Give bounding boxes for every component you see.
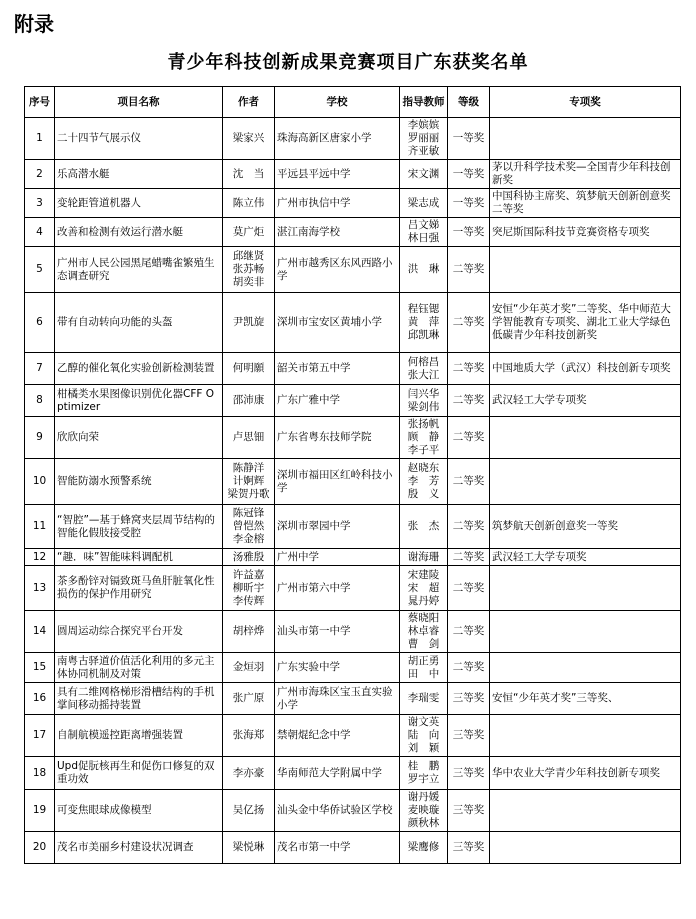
project-name-cell: 改善和检测有效运行潜水艇 [55,218,223,247]
author-cell: 许益嘉 柳昕宇 李传辉 [223,566,275,611]
table-row [25,218,681,247]
special-award-cell: 筑梦航天创新创意奖一等奖 [490,505,681,549]
table-row [25,549,681,566]
teacher-cell: 桂 鹏 罗宇立 [400,757,448,790]
project-name-cell: 南粤古驿道价值活化利用的多元主体协同机制及对策 [55,653,223,683]
table-row [25,385,681,417]
special-award-cell [490,118,681,160]
award-level-cell: 二等奖 [448,611,490,653]
project-name-cell: 智能防溺水预警系统 [55,459,223,505]
index-cell: 1 [25,118,55,160]
school-cell: 禁朝焜纪念中学 [275,715,400,757]
author-cell: 陈静洋 计婀辉 梁贺丹歌 [223,459,275,505]
award-level-cell: 三等奖 [448,715,490,757]
author-cell: 邱继贤 张苏畅 胡奕非 [223,247,275,293]
index-cell: 3 [25,189,55,218]
author-cell: 金烜羽 [223,653,275,683]
award-level-cell: 一等奖 [448,160,490,189]
award-level-cell: 三等奖 [448,832,490,864]
teacher-cell: 胡正勇 田 中 [400,653,448,683]
project-name-cell: 可变焦眼球成像模型 [55,790,223,832]
table-row [25,653,681,683]
teacher-cell: 蔡晓阳 林卓睿 曹 剑 [400,611,448,653]
special-award-cell [490,790,681,832]
author-cell: 卢思钿 [223,417,275,459]
author-cell: 陈立伟 [223,189,275,218]
teacher-cell: 何榕昌 张大江 [400,353,448,385]
teacher-cell: 李嫔嫔 罗丽丽 齐亚敏 [400,118,448,160]
index-cell: 7 [25,353,55,385]
index-cell: 8 [25,385,55,417]
special-award-cell [490,715,681,757]
awards-table [24,86,681,864]
project-name-cell: “趣．味”智能味料调配机 [55,549,223,566]
teacher-cell: 吕文娣 林日强 [400,218,448,247]
award-level-cell: 三等奖 [448,790,490,832]
award-level-cell: 一等奖 [448,218,490,247]
teacher-cell: 闫兴华 梁剑伟 [400,385,448,417]
header-index: 序号 [25,87,55,118]
table-row [25,189,681,218]
author-cell: 沈 当 [223,160,275,189]
school-cell: 平远县平远中学 [275,160,400,189]
teacher-cell: 谢文英 陆 向 刘 颖 [400,715,448,757]
author-cell: 梁悦琳 [223,832,275,864]
special-award-cell: 中国地质大学（武汉）科技创新专项奖 [490,353,681,385]
award-level-cell: 二等奖 [448,293,490,353]
header-author: 作者 [223,87,275,118]
school-cell: 深圳市宝安区黄埔小学 [275,293,400,353]
school-cell: 韶关市第五中学 [275,353,400,385]
index-cell: 12 [25,549,55,566]
index-cell: 11 [25,505,55,549]
school-cell: 广东实验中学 [275,653,400,683]
special-award-cell: 安恒“少年英才奖”二等奖、华中师范大学智能教育专项奖、湖北工业大学绿色低碳青少年科技创新奖 [490,293,681,353]
project-name-cell: 二十四节气展示仪 [55,118,223,160]
award-level-cell: 二等奖 [448,549,490,566]
special-award-cell [490,566,681,611]
project-name-cell: 柑橘类水果图像识别优化器CFF Optimizer [55,385,223,417]
project-name-cell: 茶多酚锌对镉致斑马鱼肝脏氧化性损伤的保护作用研究 [55,566,223,611]
special-award-cell [490,611,681,653]
project-name-cell: Upd促朊核再生和促伤口修复的双重功效 [55,757,223,790]
appendix-label: 附录 [14,12,54,36]
table-row [25,683,681,715]
table-row [25,118,681,160]
table-row [25,417,681,459]
school-cell: 珠海高新区唐家小学 [275,118,400,160]
project-name-cell: “智腔”—基于蜂窝夹层周节结构的智能化假肢接受腔 [55,505,223,549]
special-award-cell: 武汉轻工大学专项奖 [490,549,681,566]
project-name-cell: 广州市人民公园黑尾蜡嘴雀繁殖生态调查研究 [55,247,223,293]
table-row [25,293,681,353]
school-cell: 广东广雅中学 [275,385,400,417]
special-award-cell: 武汉轻工大学专项奖 [490,385,681,417]
teacher-cell: 李瑞雯 [400,683,448,715]
table-row [25,459,681,505]
project-name-cell: 变轮距管道机器人 [55,189,223,218]
teacher-cell: 洪 琳 [400,247,448,293]
project-name-cell: 欣欣向荣 [55,417,223,459]
page-title: 青少年科技创新成果竞赛项目广东获奖名单 [167,52,529,73]
table-header-row [25,87,681,118]
teacher-cell: 张 杰 [400,505,448,549]
school-cell: 广州市海珠区宝玉直实验小学 [275,683,400,715]
author-cell: 陈冠锋 曾恺然 李金榕 [223,505,275,549]
project-name-cell: 乐高潜水艇 [55,160,223,189]
table-row [25,832,681,864]
index-cell: 14 [25,611,55,653]
author-cell: 何明願 [223,353,275,385]
index-cell: 5 [25,247,55,293]
project-name-cell: 茂名市美丽乡村建设状况调查 [55,832,223,864]
project-name-cell: 乙醇的催化氧化实验创新检测装置 [55,353,223,385]
special-award-cell [490,832,681,864]
author-cell: 张海郑 [223,715,275,757]
table-row [25,247,681,293]
index-cell: 20 [25,832,55,864]
school-cell: 汕头金中华侨试验区学校 [275,790,400,832]
teacher-cell: 谢丹媛 麦映璇 颜秋林 [400,790,448,832]
award-level-cell: 二等奖 [448,566,490,611]
special-award-cell: 突尼斯国际科技节竞赛资格专项奖 [490,218,681,247]
project-name-cell: 具有二维网格梯形滑槽结构的手机掌间移动摇持装置 [55,683,223,715]
teacher-cell: 谢海珊 [400,549,448,566]
table-row [25,715,681,757]
project-name-cell: 自制航模遥控距离增强装置 [55,715,223,757]
index-cell: 6 [25,293,55,353]
index-cell: 15 [25,653,55,683]
author-cell: 汤雅殷 [223,549,275,566]
school-cell: 广东省粤东技师学院 [275,417,400,459]
teacher-cell: 赵晓东 李 芳 殷 义 [400,459,448,505]
author-cell: 李亦豪 [223,757,275,790]
teacher-cell: 梁志成 [400,189,448,218]
author-cell: 尹凯旋 [223,293,275,353]
index-cell: 17 [25,715,55,757]
teacher-cell: 张扬帆 顾 静 李子平 [400,417,448,459]
index-cell: 19 [25,790,55,832]
school-cell: 广州中学 [275,549,400,566]
special-award-cell [490,459,681,505]
table-row [25,611,681,653]
index-cell: 18 [25,757,55,790]
school-cell: 深圳市福田区红岭科技小学 [275,459,400,505]
index-cell: 2 [25,160,55,189]
award-level-cell: 三等奖 [448,757,490,790]
award-level-cell: 二等奖 [448,653,490,683]
header-level: 等级 [448,87,490,118]
award-level-cell: 二等奖 [448,417,490,459]
award-level-cell: 三等奖 [448,683,490,715]
index-cell: 10 [25,459,55,505]
school-cell: 深圳市翠园中学 [275,505,400,549]
table-row [25,353,681,385]
school-cell: 茂名市第一中学 [275,832,400,864]
author-cell: 吴亿扬 [223,790,275,832]
teacher-cell: 梁鹰修 [400,832,448,864]
table-row [25,790,681,832]
school-cell: 广州市越秀区东风西路小学 [275,247,400,293]
author-cell: 莫广炬 [223,218,275,247]
table-row [25,160,681,189]
award-level-cell: 二等奖 [448,385,490,417]
award-level-cell: 一等奖 [448,118,490,160]
project-name-cell: 圆周运动综合探究平台开发 [55,611,223,653]
index-cell: 9 [25,417,55,459]
project-name-cell: 带有自动转向功能的头盔 [55,293,223,353]
special-award-cell [490,653,681,683]
award-level-cell: 二等奖 [448,505,490,549]
special-award-cell [490,247,681,293]
index-cell: 16 [25,683,55,715]
header-special: 专项奖 [490,87,681,118]
author-cell: 胡梓烨 [223,611,275,653]
index-cell: 4 [25,218,55,247]
author-cell: 梁家兴 [223,118,275,160]
special-award-cell: 华中农业大学青少年科技创新专项奖 [490,757,681,790]
award-level-cell: 一等奖 [448,189,490,218]
special-award-cell: 茅以升科学技术奖—全国青少年科技创新奖 [490,160,681,189]
author-cell: 张广原 [223,683,275,715]
award-level-cell: 二等奖 [448,247,490,293]
school-cell: 汕头市第一中学 [275,611,400,653]
special-award-cell: 安恒“少年英才奖”三等奖、 [490,683,681,715]
header-school: 学校 [275,87,400,118]
school-cell: 广州市执信中学 [275,189,400,218]
teacher-cell: 程钰锶 黄 萍 邱凯琳 [400,293,448,353]
teacher-cell: 宋文渊 [400,160,448,189]
table-row [25,757,681,790]
award-level-cell: 二等奖 [448,459,490,505]
school-cell: 华南师范大学附属中学 [275,757,400,790]
school-cell: 广州市第六中学 [275,566,400,611]
header-project: 项目名称 [55,87,223,118]
teacher-cell: 宋建陵 宋 超 晁丹婷 [400,566,448,611]
special-award-cell: 中国科协主席奖、筑梦航天创新创意奖二等奖 [490,189,681,218]
index-cell: 13 [25,566,55,611]
special-award-cell [490,417,681,459]
header-teacher: 指导教师 [400,87,448,118]
table-row [25,505,681,549]
award-level-cell: 二等奖 [448,353,490,385]
author-cell: 邵沛康 [223,385,275,417]
school-cell: 湛江南海学校 [275,218,400,247]
table-row [25,566,681,611]
